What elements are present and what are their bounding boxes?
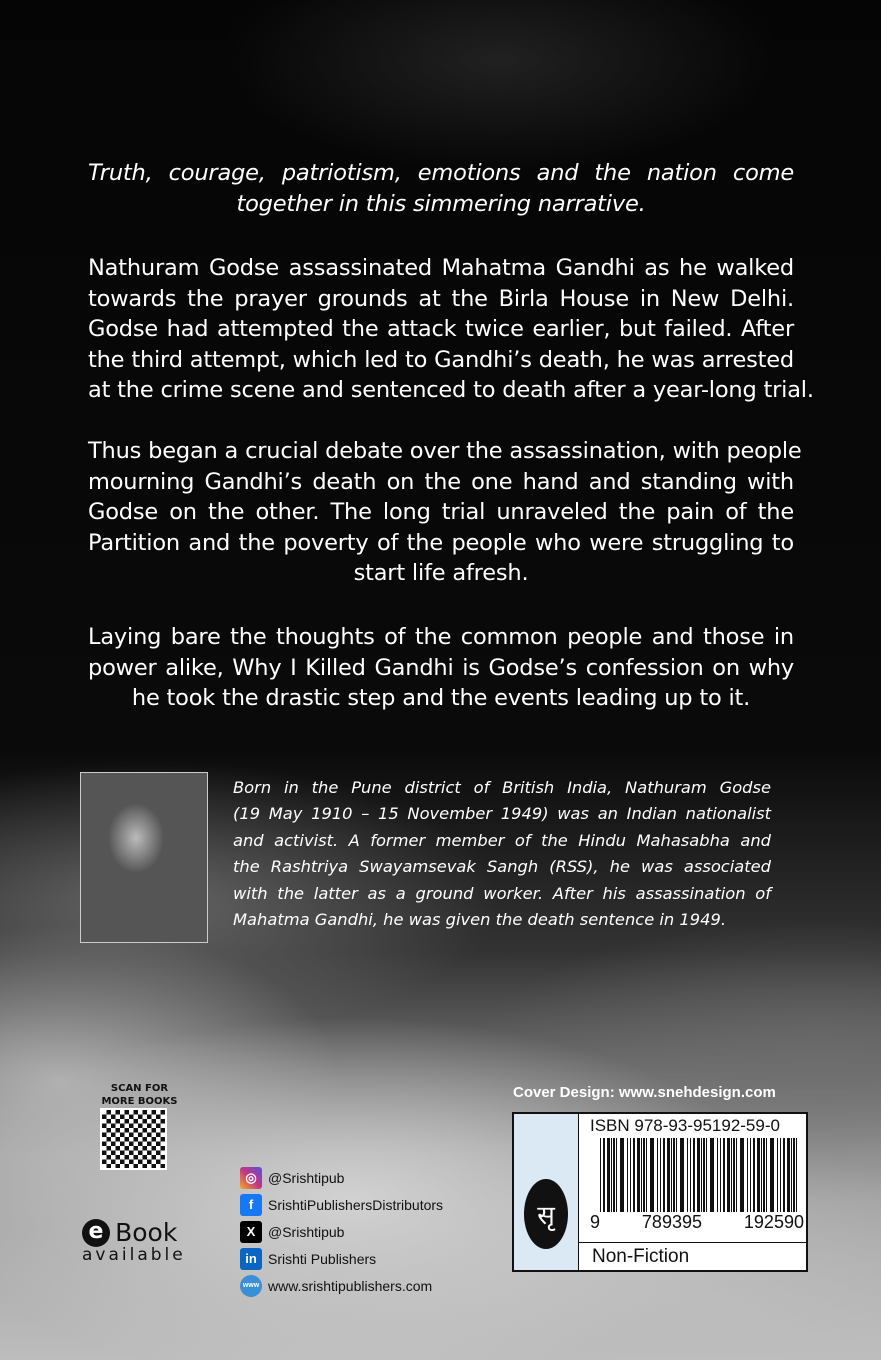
cover-design-credit: Cover Design: www.snehdesign.com [513, 1084, 776, 1101]
text-line: Born in the Pune district of British India, Nathuram Godse [233, 778, 771, 797]
x-icon: X [240, 1221, 262, 1243]
social-facebook[interactable] [240, 1191, 443, 1218]
tagline-line: together in this simmering narrative. [236, 190, 646, 217]
tagline-line: Truth, courage, patriotism, emotions and the nation come [88, 160, 794, 186]
isbn: ISBN 978-93-95192-59-0 [590, 1116, 780, 1135]
blurb-paragraph-3 [88, 622, 794, 714]
scan-label [92, 1082, 187, 1108]
social-website[interactable] [240, 1272, 443, 1299]
text-line: Thus began a crucial debate over the assassination, with people [88, 438, 802, 464]
text-line: Godse had attempted the attack twice earlier, but failed. After [88, 316, 794, 342]
ebook-book: Book [115, 1218, 178, 1247]
barcode-digit-group: 192590 [743, 1212, 804, 1232]
text-line: (19 May 1910 – 15 November 1949) was an Indian nationalist [233, 804, 771, 824]
ebook-badge [82, 1218, 186, 1265]
text-line: start life afresh. [353, 560, 529, 586]
barcode-digit-group: 789395 [641, 1212, 702, 1232]
author-bio [233, 775, 771, 933]
text-line: and activist. A former member of the Hindu Mahasabha and [233, 830, 771, 850]
text-line: the third attempt, which led to Gandhi’s death, he was arrested [88, 346, 794, 373]
scan-line: SCAN FOR [110, 1083, 169, 1094]
tagline [88, 158, 794, 219]
publisher-logo [514, 1114, 579, 1270]
author-photo [80, 772, 208, 943]
text-line: Partition and the poverty of the people who were struggling to [88, 529, 794, 556]
facebook-icon: f [240, 1194, 262, 1216]
scan-line: MORE BOOKS [101, 1096, 178, 1107]
text-line: towards the prayer grounds at the Birla House in New Delhi. [88, 285, 794, 312]
text-line: Godse on the other. The long trial unraveled the pain of the [88, 499, 794, 525]
globe-icon: www [240, 1275, 262, 1297]
social-label: www.srishtipublishers.com [268, 1277, 433, 1294]
social-instagram[interactable] [240, 1164, 443, 1191]
ebook-available: available [82, 1245, 186, 1265]
ebook-e-icon: e [82, 1219, 110, 1247]
barcode-box [512, 1112, 808, 1272]
instagram-icon: ◎ [240, 1167, 262, 1189]
text-line: he took the drastic step and the events leading up to it. [131, 685, 751, 711]
social-links [240, 1164, 443, 1299]
publisher-logo-mark: सृ [524, 1179, 568, 1249]
genre-label: Non-Fiction [579, 1242, 806, 1271]
text-line: Mahatma Gandhi, he was given the death sentence in 1949. [233, 910, 727, 930]
text-line: power alike, Why I Killed Gandhi is Godse’s confession on why [88, 654, 794, 681]
social-label: Srishti Publishers [268, 1250, 377, 1267]
social-label: @Srishtipub [268, 1169, 345, 1186]
text-line: with the latter as a ground worker. After his assassination of [233, 883, 771, 903]
qr-code[interactable] [100, 1108, 167, 1170]
barcode-digits [590, 1212, 804, 1233]
text-line: Nathuram Godse assassinated Mahatma Gandhi as he walked [88, 255, 794, 281]
blurb-paragraph-2 [88, 436, 802, 589]
text-line: Laying bare the thoughts of the common people and those in [88, 624, 794, 650]
barcode-digit-group: 9 [590, 1212, 601, 1232]
text-line: mourning Gandhi’s death on the one hand and standing with [88, 468, 794, 495]
social-x[interactable] [240, 1218, 443, 1245]
social-label: SrishtiPublishersDistributors [268, 1196, 444, 1213]
social-label: @Srishtipub [268, 1223, 345, 1240]
linkedin-icon: in [240, 1248, 262, 1270]
text-line: the Rashtriya Swayamsevak Sangh (RSS), he was associated [233, 857, 771, 877]
text-line: at the crime scene and sentenced to death after a year-long trial. [88, 377, 814, 403]
blurb-paragraph-1 [88, 253, 814, 406]
social-linkedin[interactable] [240, 1245, 443, 1272]
